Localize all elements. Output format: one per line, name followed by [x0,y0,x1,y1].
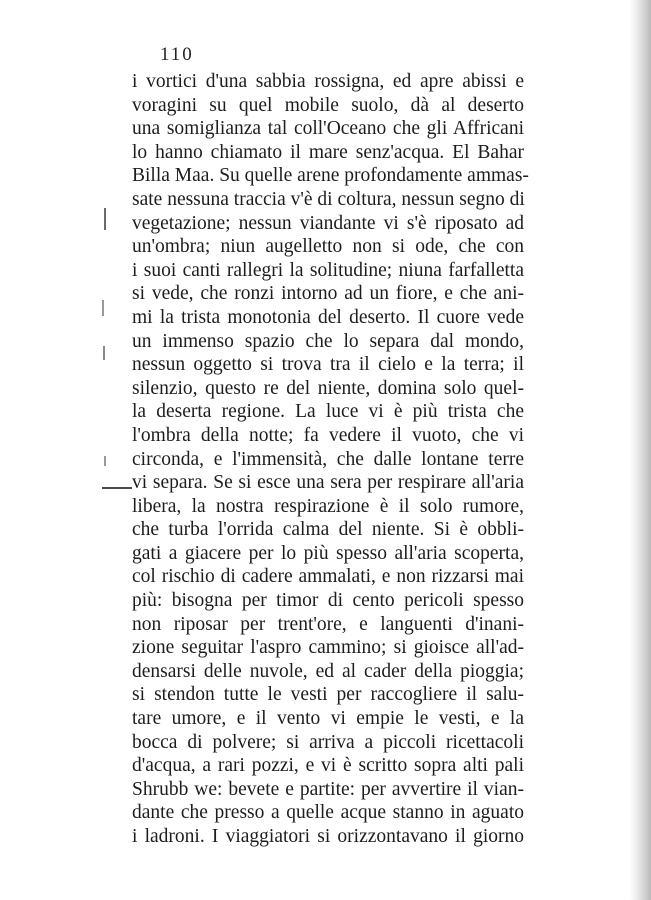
text-line: i suoi canti rallegri la solitudine; niuna farfalletta [132,259,524,281]
text-line: bocca di polvere; si arriva a piccoli ricettacoli [132,731,524,753]
text-line: vegetazione; nessun viandante vi s'è riposato ad [132,212,524,234]
text-line: i vortici d'una sabbia rossigna, ed apre abissi e [132,71,524,92]
text-line: che turba l'orrida calma del niente. Si è obbli- [132,519,524,541]
text-line: si stendon tutte le vesti per raccogliere il salu- [132,684,524,706]
text-line: gati a giacere per lo più spesso all'aria scoperta, [132,542,524,564]
text-line: Shrubb we: bevete e partite: per avvertire il vian- [132,778,524,800]
text-line: una somiglianza tal coll'Oceano che gli Affricani [132,118,524,140]
text-line: più: bisogna per timor di cento pericoli spesso [132,590,524,612]
text-line: non riposar per trent'ore, e languenti d'inani- [132,613,524,635]
text-line: lo hanno chiamato il mare senz'acqua. El Bahar [132,141,524,163]
text-line: densarsi delle nuvole, ed al cader della pioggia; [132,660,524,682]
text-line: vi separa. Se si esce una sera per respirare all'aria [132,472,524,494]
text-line: si vede, che ronzi intorno ad un fiore, e che ani- [132,283,524,305]
page-number: 110 [160,44,194,65]
text-line: silenzio, questo re del niente, domina solo quel- [132,377,524,399]
text-line: l'ombra della notte; fa vedere il vuoto, che vi [132,424,524,446]
text-line: col rischio di cadere ammalati, e non rizzarsi mai [132,566,524,588]
margin-mark [104,208,106,230]
margin-mark [103,346,105,360]
text-line: la deserta regione. La luce vi è più trista che [132,401,524,423]
text-line: sate nessuna traccia v'è di coltura, nessun segno di [132,188,525,210]
text-line: d'acqua, a rari pozzi, e vi è scritto sopra alti pali [132,755,524,777]
body-text [132,70,529,849]
text-line: circonda, e l'immensità, che dalle lontane terre [132,448,524,470]
text-line: Billa Maa. Su quelle arene profondamente ammas- [132,165,529,187]
text-line: i ladroni. I viaggiatori si orizzontavano il giorno [132,826,524,847]
margin-tick [102,487,132,489]
text-line: voragini su quel mobile suolo, dà al deserto [132,94,524,116]
text-line: un'ombra; niun augelletto non si ode, che con [132,236,524,258]
text-line: dante che presso a quelle acque stanno in aguato [132,802,524,824]
text-line: libera, la nostra respirazione è il solo rumore, [132,495,524,517]
text-line: mi la trista monotonia del deserto. Il cuore vede [132,306,524,328]
text-line: tare umore, e il vento vi empie le vesti, e la [132,708,524,730]
page-edge-shadow [629,0,651,900]
text-line: nessun oggetto si trova tra il cielo e la terra; il [132,354,524,376]
margin-mark [104,456,106,466]
text-line: un immenso spazio che lo separa dal mondo, [132,330,524,352]
margin-mark [102,300,104,316]
text-line: zione seguitar l'aspro cammino; si gioisce all'ad- [132,637,524,659]
